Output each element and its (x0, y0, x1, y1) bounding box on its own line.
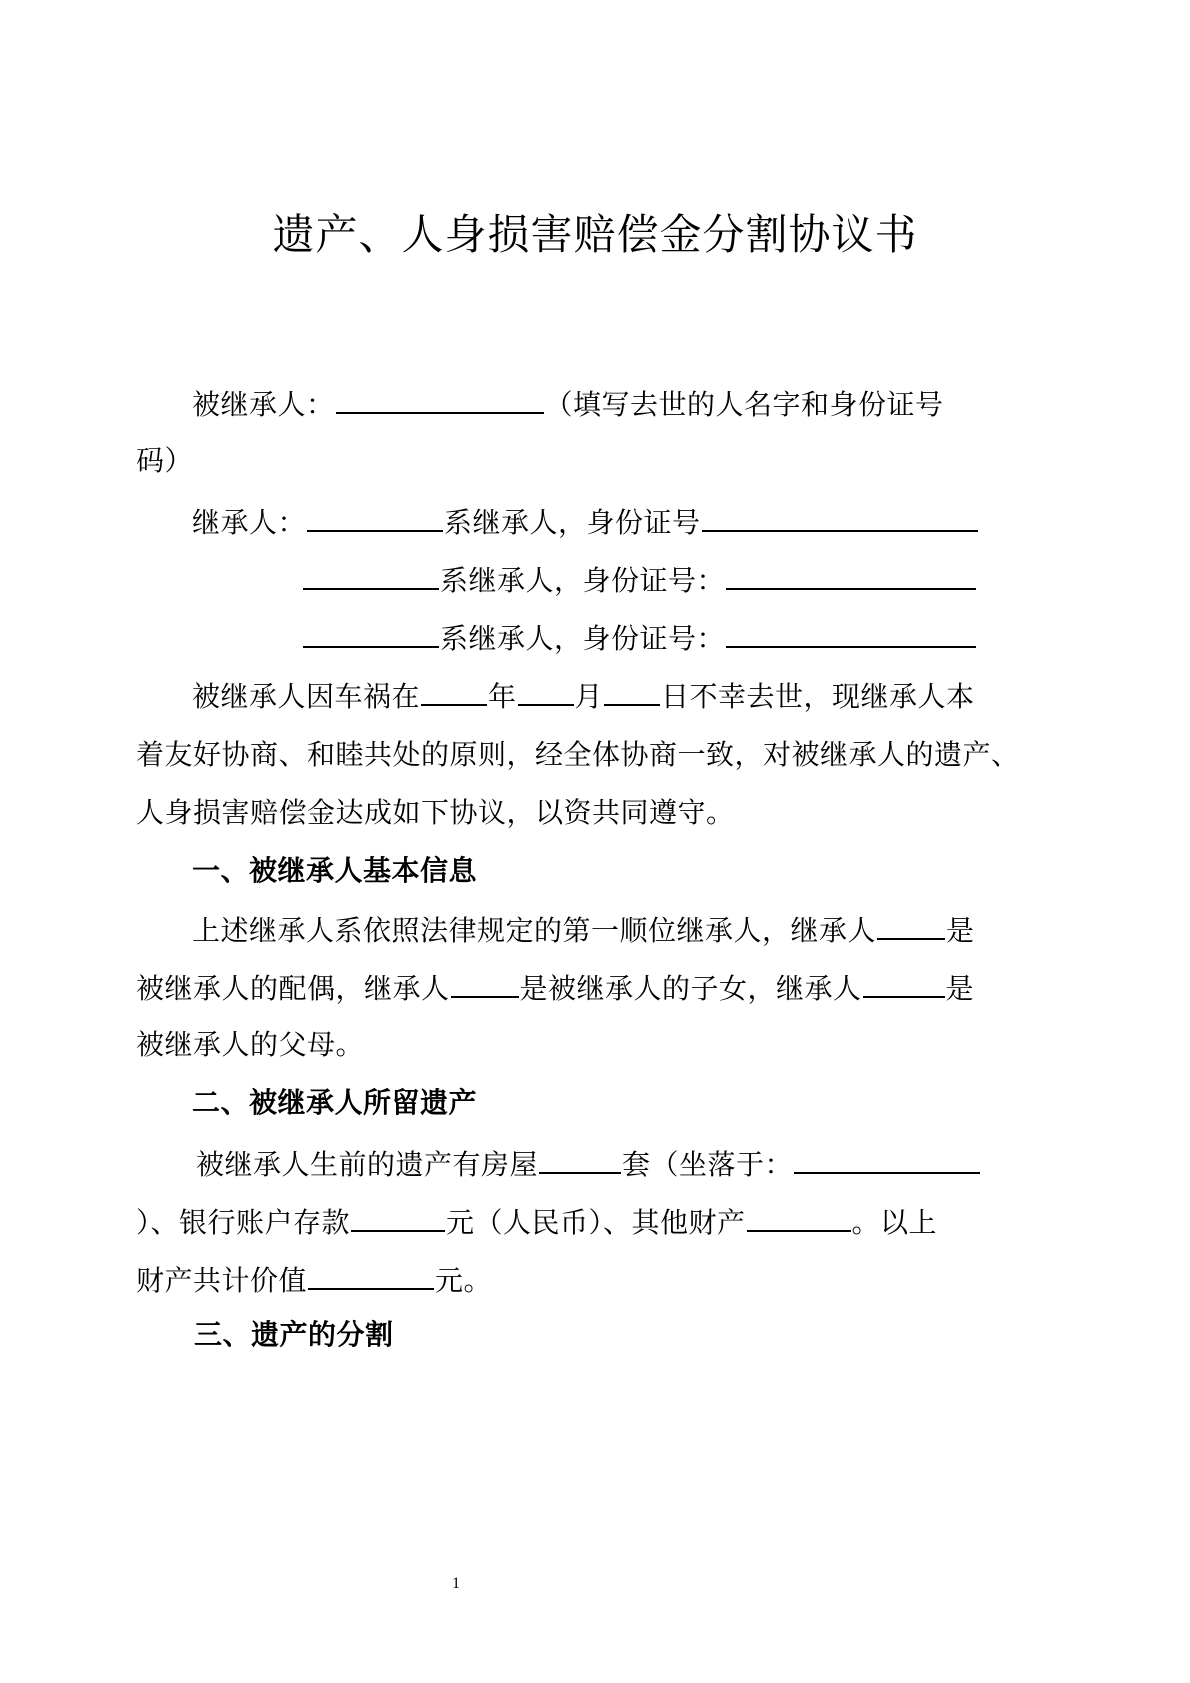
section-2-text: 元（人民币）、其他财产 (446, 1206, 746, 1239)
heir-1-relation: 系继承人，身份证号 (444, 506, 701, 539)
decedent-hint-continued: 码） (136, 444, 194, 477)
heir-row-1 (192, 504, 979, 540)
section-2-text: 财产共计价值 (136, 1264, 308, 1297)
section-2-line-2 (136, 1204, 937, 1240)
house-count-blank[interactable] (539, 1146, 621, 1174)
heir-row-3 (302, 620, 977, 656)
heir-3-relation: 系继承人，身份证号： (440, 622, 726, 655)
death-month-blank[interactable] (518, 678, 574, 706)
section-1-text: 是被继承人的子女，继承人 (519, 972, 862, 1005)
section-2-line-1 (196, 1146, 981, 1182)
heir-1-id-blank[interactable] (702, 504, 978, 532)
other-property-blank[interactable] (747, 1204, 851, 1232)
decedent-line (192, 386, 944, 422)
spouse-heir-blank[interactable] (877, 912, 945, 940)
heir-2-name-blank[interactable] (303, 562, 439, 590)
section-2-line-3 (136, 1262, 492, 1298)
decedent-hint: （填写去世的人名字和身份证号 (544, 388, 944, 421)
intro-text: 被继承人因车祸在 (192, 680, 421, 713)
intro-line-2: 着友好协商、和睦共处的原则，经全体协商一致，对被继承人的遗产、 (136, 738, 1020, 771)
death-day-blank[interactable] (604, 678, 660, 706)
section-3-heading: 三、遗产的分割 (194, 1318, 394, 1351)
section-2-heading: 二、被继承人所留遗产 (192, 1086, 478, 1119)
section-1-heading: 一、被继承人基本信息 (192, 854, 478, 887)
heir-3-name-blank[interactable] (303, 620, 439, 648)
month-label: 月 (574, 680, 604, 713)
section-1-text: 是 (945, 972, 975, 1005)
section-1-line-2 (136, 970, 974, 1006)
section-1-text: 被继承人的配偶，继承人 (136, 972, 450, 1005)
heir-1-name-blank[interactable] (307, 504, 443, 532)
section-1-line-1 (192, 912, 975, 948)
section-2-text: 被继承人生前的遗产有房屋 (196, 1148, 539, 1181)
intro-line-3: 人身损害赔偿金达成如下协议，以资共同遵守。 (136, 796, 735, 829)
section-1-text: 是 (946, 914, 975, 947)
death-year-blank[interactable] (421, 678, 487, 706)
intro-text: 日不幸去世，现继承人本 (661, 680, 975, 713)
heir-2-id-blank[interactable] (726, 562, 976, 590)
child-heir-blank[interactable] (451, 970, 519, 998)
year-label: 年 (488, 680, 517, 713)
heir-2-relation: 系继承人，身份证号： (440, 564, 726, 597)
page-number: 1 (452, 1575, 460, 1592)
document-title: 遗产、人身损害赔偿金分割协议书 (272, 210, 918, 259)
section-1-line-3: 被继承人的父母。 (136, 1028, 365, 1061)
section-1-text: 上述继承人系依照法律规定的第一顺位继承人，继承人 (192, 914, 877, 947)
decedent-label: 被继承人： (192, 388, 335, 421)
total-value-blank[interactable] (308, 1262, 434, 1290)
parent-heir-blank[interactable] (863, 970, 945, 998)
section-2-text: 元。 (435, 1264, 493, 1297)
heir-3-id-blank[interactable] (726, 620, 976, 648)
heirs-label: 继承人： (192, 506, 307, 539)
heir-row-2 (302, 562, 977, 598)
intro-line-1 (192, 678, 975, 714)
house-location-blank[interactable] (794, 1146, 980, 1174)
bank-deposit-blank[interactable] (351, 1204, 445, 1232)
section-2-text: ）、银行账户存款 (136, 1206, 351, 1239)
section-2-text: 。以上 (851, 1206, 938, 1239)
decedent-name-blank[interactable] (336, 386, 544, 414)
section-2-text: 套（坐落于： (622, 1148, 794, 1181)
